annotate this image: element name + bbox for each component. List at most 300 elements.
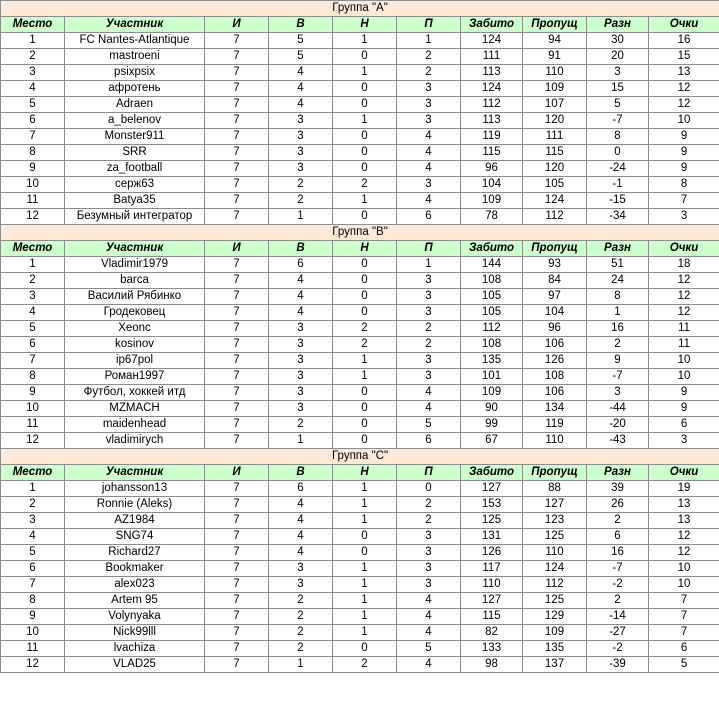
cell-losses: 3 bbox=[397, 529, 461, 545]
cell-participant: psixpsix bbox=[65, 65, 205, 81]
cell-place: 1 bbox=[1, 257, 65, 273]
cell-participant: Xeonc bbox=[65, 321, 205, 337]
cell-place: 2 bbox=[1, 273, 65, 289]
cell-losses: 2 bbox=[397, 497, 461, 513]
cell-losses: 4 bbox=[397, 161, 461, 177]
cell-played: 7 bbox=[205, 81, 269, 97]
cell-losses: 1 bbox=[397, 33, 461, 49]
cell-losses: 6 bbox=[397, 433, 461, 449]
cell-draws: 1 bbox=[333, 369, 397, 385]
column-header-draws: Н bbox=[333, 241, 397, 257]
cell-conceded: 88 bbox=[523, 481, 587, 497]
cell-diff: 3 bbox=[587, 385, 649, 401]
cell-wins: 4 bbox=[269, 529, 333, 545]
cell-participant: Adraen bbox=[65, 97, 205, 113]
cell-points: 10 bbox=[649, 561, 719, 577]
cell-diff: -39 bbox=[587, 657, 649, 673]
cell-scored: 98 bbox=[461, 657, 523, 673]
cell-scored: 109 bbox=[461, 385, 523, 401]
cell-played: 7 bbox=[205, 545, 269, 561]
cell-wins: 1 bbox=[269, 657, 333, 673]
cell-conceded: 96 bbox=[523, 321, 587, 337]
cell-participant: Гродековец bbox=[65, 305, 205, 321]
column-header-points: Очки bbox=[649, 241, 719, 257]
cell-place: 3 bbox=[1, 513, 65, 529]
table-row bbox=[1, 609, 719, 625]
cell-conceded: 127 bbox=[523, 497, 587, 513]
cell-conceded: 120 bbox=[523, 113, 587, 129]
cell-played: 7 bbox=[205, 33, 269, 49]
cell-played: 7 bbox=[205, 257, 269, 273]
cell-participant: lvachiza bbox=[65, 641, 205, 657]
cell-conceded: 106 bbox=[523, 337, 587, 353]
cell-diff: 15 bbox=[587, 81, 649, 97]
table-row bbox=[1, 145, 719, 161]
cell-points: 3 bbox=[649, 209, 719, 225]
column-header-losses: П bbox=[397, 465, 461, 481]
cell-scored: 115 bbox=[461, 609, 523, 625]
cell-points: 12 bbox=[649, 273, 719, 289]
cell-draws: 1 bbox=[333, 625, 397, 641]
cell-participant: a_belenov bbox=[65, 113, 205, 129]
column-header-participant: Участник bbox=[65, 465, 205, 481]
cell-points: 12 bbox=[649, 529, 719, 545]
cell-conceded: 91 bbox=[523, 49, 587, 65]
cell-diff: 24 bbox=[587, 273, 649, 289]
cell-wins: 4 bbox=[269, 545, 333, 561]
cell-scored: 119 bbox=[461, 129, 523, 145]
cell-points: 9 bbox=[649, 161, 719, 177]
group-title: Группа "А" bbox=[1, 1, 719, 17]
cell-diff: 16 bbox=[587, 321, 649, 337]
group-title-row bbox=[1, 225, 719, 241]
cell-wins: 2 bbox=[269, 625, 333, 641]
cell-participant: Nick99lll bbox=[65, 625, 205, 641]
cell-scored: 112 bbox=[461, 321, 523, 337]
cell-scored: 124 bbox=[461, 81, 523, 97]
cell-played: 7 bbox=[205, 161, 269, 177]
cell-wins: 4 bbox=[269, 289, 333, 305]
table-row bbox=[1, 369, 719, 385]
cell-points: 13 bbox=[649, 497, 719, 513]
cell-wins: 3 bbox=[269, 129, 333, 145]
cell-draws: 1 bbox=[333, 113, 397, 129]
cell-scored: 126 bbox=[461, 545, 523, 561]
cell-points: 7 bbox=[649, 193, 719, 209]
table-row bbox=[1, 417, 719, 433]
cell-draws: 1 bbox=[333, 577, 397, 593]
cell-wins: 3 bbox=[269, 353, 333, 369]
cell-played: 7 bbox=[205, 513, 269, 529]
cell-wins: 5 bbox=[269, 49, 333, 65]
cell-place: 6 bbox=[1, 337, 65, 353]
cell-points: 3 bbox=[649, 433, 719, 449]
cell-played: 7 bbox=[205, 593, 269, 609]
cell-played: 7 bbox=[205, 353, 269, 369]
cell-points: 6 bbox=[649, 417, 719, 433]
cell-place: 10 bbox=[1, 401, 65, 417]
cell-draws: 0 bbox=[333, 641, 397, 657]
cell-participant: Футбол, хоккей итд bbox=[65, 385, 205, 401]
cell-diff: -34 bbox=[587, 209, 649, 225]
cell-wins: 1 bbox=[269, 433, 333, 449]
cell-scored: 109 bbox=[461, 193, 523, 209]
cell-losses: 3 bbox=[397, 353, 461, 369]
cell-participant: Vladimir1979 bbox=[65, 257, 205, 273]
table-row bbox=[1, 49, 719, 65]
cell-place: 11 bbox=[1, 641, 65, 657]
cell-conceded: 104 bbox=[523, 305, 587, 321]
cell-participant: maidenhead bbox=[65, 417, 205, 433]
cell-points: 10 bbox=[649, 369, 719, 385]
cell-participant: johansson13 bbox=[65, 481, 205, 497]
cell-place: 9 bbox=[1, 161, 65, 177]
cell-points: 15 bbox=[649, 49, 719, 65]
cell-scored: 112 bbox=[461, 97, 523, 113]
cell-scored: 125 bbox=[461, 513, 523, 529]
cell-place: 11 bbox=[1, 417, 65, 433]
column-header-played: И bbox=[205, 465, 269, 481]
cell-scored: 133 bbox=[461, 641, 523, 657]
group-title: Группа "В" bbox=[1, 225, 719, 241]
cell-points: 12 bbox=[649, 545, 719, 561]
cell-wins: 2 bbox=[269, 609, 333, 625]
cell-diff: -15 bbox=[587, 193, 649, 209]
cell-draws: 0 bbox=[333, 417, 397, 433]
cell-participant: афротень bbox=[65, 81, 205, 97]
cell-losses: 4 bbox=[397, 145, 461, 161]
table-row bbox=[1, 33, 719, 49]
cell-diff: 51 bbox=[587, 257, 649, 273]
cell-diff: 2 bbox=[587, 593, 649, 609]
group-title: Группа "С" bbox=[1, 449, 719, 465]
cell-draws: 0 bbox=[333, 385, 397, 401]
cell-diff: 39 bbox=[587, 481, 649, 497]
cell-draws: 2 bbox=[333, 321, 397, 337]
table-row bbox=[1, 561, 719, 577]
cell-place: 5 bbox=[1, 545, 65, 561]
cell-wins: 2 bbox=[269, 593, 333, 609]
cell-place: 3 bbox=[1, 289, 65, 305]
table-row bbox=[1, 513, 719, 529]
column-header-wins: В bbox=[269, 465, 333, 481]
cell-wins: 4 bbox=[269, 65, 333, 81]
cell-conceded: 135 bbox=[523, 641, 587, 657]
cell-conceded: 94 bbox=[523, 33, 587, 49]
cell-scored: 117 bbox=[461, 561, 523, 577]
cell-draws: 1 bbox=[333, 513, 397, 529]
cell-losses: 5 bbox=[397, 641, 461, 657]
table-row bbox=[1, 657, 719, 673]
cell-wins: 3 bbox=[269, 401, 333, 417]
cell-losses: 3 bbox=[397, 561, 461, 577]
cell-conceded: 125 bbox=[523, 529, 587, 545]
cell-place: 6 bbox=[1, 113, 65, 129]
cell-draws: 2 bbox=[333, 177, 397, 193]
cell-participant: kosinov bbox=[65, 337, 205, 353]
cell-losses: 1 bbox=[397, 257, 461, 273]
cell-diff: 30 bbox=[587, 33, 649, 49]
cell-conceded: 125 bbox=[523, 593, 587, 609]
cell-participant: Bookmaker bbox=[65, 561, 205, 577]
cell-losses: 4 bbox=[397, 625, 461, 641]
table-row bbox=[1, 481, 719, 497]
cell-points: 10 bbox=[649, 577, 719, 593]
table-row bbox=[1, 401, 719, 417]
table-row bbox=[1, 209, 719, 225]
column-header-participant: Участник bbox=[65, 17, 205, 33]
cell-conceded: 108 bbox=[523, 369, 587, 385]
cell-wins: 6 bbox=[269, 481, 333, 497]
cell-participant: za_football bbox=[65, 161, 205, 177]
column-header-wins: В bbox=[269, 241, 333, 257]
cell-wins: 2 bbox=[269, 641, 333, 657]
cell-losses: 4 bbox=[397, 593, 461, 609]
cell-points: 19 bbox=[649, 481, 719, 497]
cell-place: 9 bbox=[1, 609, 65, 625]
cell-played: 7 bbox=[205, 65, 269, 81]
cell-place: 3 bbox=[1, 65, 65, 81]
cell-conceded: 126 bbox=[523, 353, 587, 369]
cell-points: 10 bbox=[649, 353, 719, 369]
cell-wins: 4 bbox=[269, 305, 333, 321]
cell-played: 7 bbox=[205, 177, 269, 193]
cell-participant: Artem 95 bbox=[65, 593, 205, 609]
cell-conceded: 97 bbox=[523, 289, 587, 305]
cell-conceded: 110 bbox=[523, 433, 587, 449]
column-header-points: Очки bbox=[649, 17, 719, 33]
cell-diff: -43 bbox=[587, 433, 649, 449]
cell-played: 7 bbox=[205, 481, 269, 497]
cell-scored: 108 bbox=[461, 337, 523, 353]
cell-scored: 99 bbox=[461, 417, 523, 433]
cell-draws: 2 bbox=[333, 337, 397, 353]
cell-place: 9 bbox=[1, 385, 65, 401]
cell-draws: 1 bbox=[333, 593, 397, 609]
column-header-draws: Н bbox=[333, 17, 397, 33]
table-row bbox=[1, 193, 719, 209]
cell-points: 18 bbox=[649, 257, 719, 273]
cell-diff: -7 bbox=[587, 369, 649, 385]
cell-draws: 1 bbox=[333, 481, 397, 497]
cell-participant: ip67pol bbox=[65, 353, 205, 369]
cell-scored: 127 bbox=[461, 593, 523, 609]
column-header-losses: П bbox=[397, 17, 461, 33]
cell-participant: Безумный интегратор bbox=[65, 209, 205, 225]
cell-wins: 5 bbox=[269, 33, 333, 49]
cell-scored: 105 bbox=[461, 289, 523, 305]
group-title-row bbox=[1, 449, 719, 465]
cell-played: 7 bbox=[205, 145, 269, 161]
cell-losses: 3 bbox=[397, 577, 461, 593]
cell-scored: 124 bbox=[461, 33, 523, 49]
table-row bbox=[1, 321, 719, 337]
cell-place: 8 bbox=[1, 593, 65, 609]
cell-diff: 8 bbox=[587, 129, 649, 145]
cell-diff: 2 bbox=[587, 337, 649, 353]
cell-played: 7 bbox=[205, 129, 269, 145]
cell-losses: 4 bbox=[397, 657, 461, 673]
table-row bbox=[1, 273, 719, 289]
cell-wins: 3 bbox=[269, 561, 333, 577]
cell-points: 12 bbox=[649, 305, 719, 321]
cell-wins: 3 bbox=[269, 161, 333, 177]
cell-losses: 0 bbox=[397, 481, 461, 497]
column-header-place: Место bbox=[1, 17, 65, 33]
column-header-scored: Забито bbox=[461, 241, 523, 257]
table-row bbox=[1, 177, 719, 193]
cell-losses: 3 bbox=[397, 177, 461, 193]
cell-points: 5 bbox=[649, 657, 719, 673]
cell-points: 9 bbox=[649, 385, 719, 401]
column-header-participant: Участник bbox=[65, 241, 205, 257]
cell-losses: 2 bbox=[397, 49, 461, 65]
cell-scored: 82 bbox=[461, 625, 523, 641]
cell-conceded: 120 bbox=[523, 161, 587, 177]
cell-scored: 105 bbox=[461, 305, 523, 321]
column-header-scored: Забито bbox=[461, 465, 523, 481]
cell-scored: 131 bbox=[461, 529, 523, 545]
cell-place: 2 bbox=[1, 49, 65, 65]
cell-participant: alex023 bbox=[65, 577, 205, 593]
cell-played: 7 bbox=[205, 97, 269, 113]
cell-scored: 135 bbox=[461, 353, 523, 369]
cell-played: 7 bbox=[205, 529, 269, 545]
cell-losses: 6 bbox=[397, 209, 461, 225]
table-row bbox=[1, 97, 719, 113]
column-header-played: И bbox=[205, 241, 269, 257]
cell-losses: 4 bbox=[397, 401, 461, 417]
cell-place: 6 bbox=[1, 561, 65, 577]
cell-conceded: 107 bbox=[523, 97, 587, 113]
cell-points: 12 bbox=[649, 81, 719, 97]
cell-played: 7 bbox=[205, 417, 269, 433]
cell-diff: -14 bbox=[587, 609, 649, 625]
cell-wins: 6 bbox=[269, 257, 333, 273]
table-row bbox=[1, 577, 719, 593]
cell-losses: 3 bbox=[397, 369, 461, 385]
cell-losses: 2 bbox=[397, 513, 461, 529]
cell-points: 9 bbox=[649, 145, 719, 161]
cell-played: 7 bbox=[205, 561, 269, 577]
column-header-losses: П bbox=[397, 241, 461, 257]
cell-place: 7 bbox=[1, 129, 65, 145]
cell-diff: 0 bbox=[587, 145, 649, 161]
cell-participant: Ronnie (Aleks) bbox=[65, 497, 205, 513]
cell-conceded: 123 bbox=[523, 513, 587, 529]
cell-scored: 111 bbox=[461, 49, 523, 65]
cell-place: 4 bbox=[1, 305, 65, 321]
column-header-wins: В bbox=[269, 17, 333, 33]
cell-conceded: 124 bbox=[523, 193, 587, 209]
cell-conceded: 109 bbox=[523, 625, 587, 641]
cell-wins: 4 bbox=[269, 513, 333, 529]
cell-diff: -2 bbox=[587, 577, 649, 593]
cell-conceded: 124 bbox=[523, 561, 587, 577]
cell-losses: 3 bbox=[397, 305, 461, 321]
cell-conceded: 84 bbox=[523, 273, 587, 289]
cell-played: 7 bbox=[205, 209, 269, 225]
column-header-row bbox=[1, 465, 719, 481]
cell-points: 9 bbox=[649, 129, 719, 145]
table-row bbox=[1, 289, 719, 305]
cell-points: 6 bbox=[649, 641, 719, 657]
group-title-row bbox=[1, 1, 719, 17]
cell-draws: 0 bbox=[333, 145, 397, 161]
cell-participant: FC Nantes-Atlantique bbox=[65, 33, 205, 49]
cell-conceded: 112 bbox=[523, 577, 587, 593]
table-row bbox=[1, 353, 719, 369]
cell-draws: 1 bbox=[333, 353, 397, 369]
cell-losses: 3 bbox=[397, 545, 461, 561]
table-row bbox=[1, 161, 719, 177]
cell-draws: 0 bbox=[333, 289, 397, 305]
cell-losses: 3 bbox=[397, 81, 461, 97]
cell-place: 5 bbox=[1, 97, 65, 113]
cell-played: 7 bbox=[205, 385, 269, 401]
cell-conceded: 109 bbox=[523, 81, 587, 97]
cell-played: 7 bbox=[205, 321, 269, 337]
cell-conceded: 115 bbox=[523, 145, 587, 161]
cell-wins: 1 bbox=[269, 209, 333, 225]
cell-scored: 113 bbox=[461, 113, 523, 129]
cell-place: 7 bbox=[1, 353, 65, 369]
cell-played: 7 bbox=[205, 193, 269, 209]
table-row bbox=[1, 433, 719, 449]
cell-place: 12 bbox=[1, 657, 65, 673]
table-row bbox=[1, 529, 719, 545]
table-row bbox=[1, 129, 719, 145]
cell-draws: 0 bbox=[333, 129, 397, 145]
cell-wins: 4 bbox=[269, 97, 333, 113]
cell-draws: 0 bbox=[333, 545, 397, 561]
cell-place: 1 bbox=[1, 481, 65, 497]
column-header-row bbox=[1, 241, 719, 257]
cell-scored: 78 bbox=[461, 209, 523, 225]
cell-diff: -44 bbox=[587, 401, 649, 417]
cell-diff: 1 bbox=[587, 305, 649, 321]
column-header-conceded: Пропущ bbox=[523, 465, 587, 481]
cell-conceded: 111 bbox=[523, 129, 587, 145]
cell-points: 13 bbox=[649, 65, 719, 81]
cell-place: 10 bbox=[1, 177, 65, 193]
column-header-played: И bbox=[205, 17, 269, 33]
cell-participant: SNG74 bbox=[65, 529, 205, 545]
column-header-conceded: Пропущ bbox=[523, 17, 587, 33]
cell-diff: -20 bbox=[587, 417, 649, 433]
cell-diff: -7 bbox=[587, 113, 649, 129]
cell-points: 12 bbox=[649, 289, 719, 305]
cell-scored: 153 bbox=[461, 497, 523, 513]
cell-played: 7 bbox=[205, 657, 269, 673]
cell-place: 4 bbox=[1, 81, 65, 97]
cell-points: 7 bbox=[649, 609, 719, 625]
cell-draws: 0 bbox=[333, 161, 397, 177]
cell-scored: 115 bbox=[461, 145, 523, 161]
table-row bbox=[1, 81, 719, 97]
cell-draws: 1 bbox=[333, 33, 397, 49]
column-header-conceded: Пропущ bbox=[523, 241, 587, 257]
cell-participant: Роман1997 bbox=[65, 369, 205, 385]
cell-played: 7 bbox=[205, 305, 269, 321]
cell-points: 8 bbox=[649, 177, 719, 193]
cell-diff: 6 bbox=[587, 529, 649, 545]
cell-wins: 3 bbox=[269, 113, 333, 129]
table-row bbox=[1, 641, 719, 657]
cell-conceded: 93 bbox=[523, 257, 587, 273]
cell-draws: 0 bbox=[333, 209, 397, 225]
cell-diff: -27 bbox=[587, 625, 649, 641]
